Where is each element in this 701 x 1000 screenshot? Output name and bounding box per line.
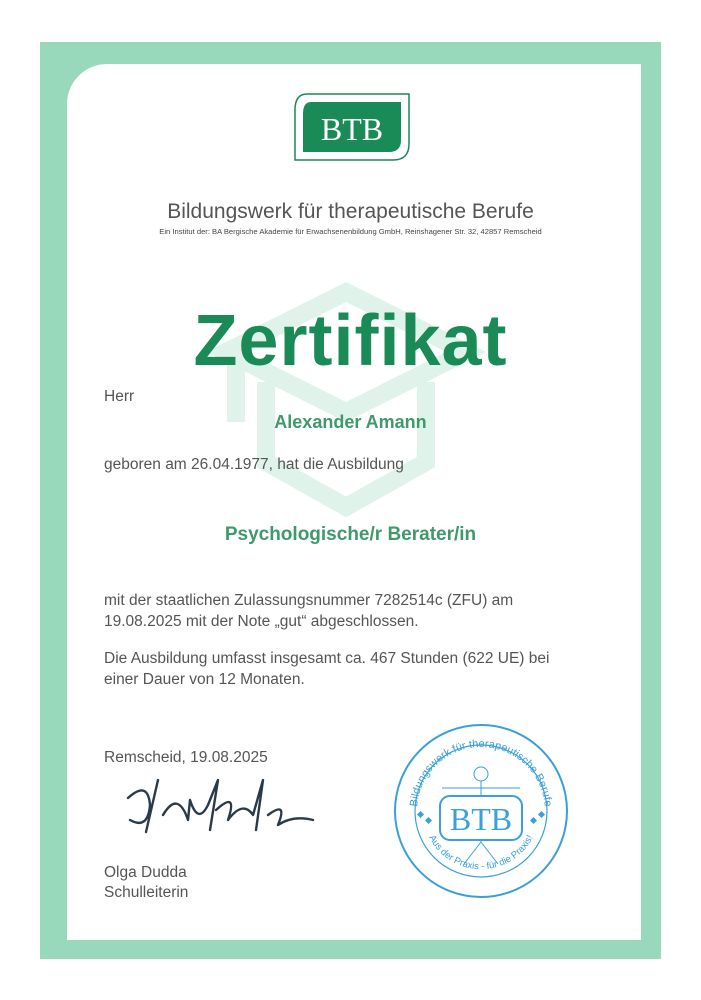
signature bbox=[118, 760, 318, 850]
btb-logo bbox=[293, 92, 411, 162]
logo-text: BTB bbox=[320, 111, 384, 147]
body-line-3: Die Ausbildung umfasst insgesamt ca. 467 Stunden (622 UE) bei bbox=[104, 650, 550, 667]
salutation: Herr bbox=[104, 388, 135, 405]
body-line-2: 19.08.2025 mit der Note „gut“ abgeschlossen. bbox=[104, 613, 419, 630]
body-line-1: mit der staatlichen Zulassungsnummer 7282514c (ZFU) am bbox=[104, 592, 514, 609]
signer-name: Olga Dudda bbox=[104, 864, 187, 881]
body-line-4: einer Dauer von 12 Monaten. bbox=[104, 671, 305, 688]
recipient-name: Alexander Amann bbox=[274, 412, 427, 432]
course-name: Psychologische/r Berater/in bbox=[224, 524, 477, 545]
place-date: Remscheid, 19.08.2025 bbox=[104, 749, 268, 766]
btb-stamp-seal bbox=[392, 722, 570, 900]
organization-subtitle: Ein Institut der: BA Bergische Akademie für Erwachsenenbildung GmbH, Reinshagener Str. 32, 42857 Remscheid bbox=[159, 227, 542, 236]
certificate-title: Zertifikat bbox=[193, 301, 508, 381]
seal-outer-text: Bildungswerk für therapeutische Berufe bbox=[408, 737, 554, 808]
seal-center-text: BTB bbox=[449, 801, 513, 837]
seal-bottom-text: Aus der Praxis - für die Praxis! bbox=[426, 833, 536, 873]
signer-role: Schulleiterin bbox=[104, 884, 189, 901]
birth-line: geboren am 26.04.1977, hat die Ausbildung bbox=[104, 456, 404, 473]
organization-title: Bildungswerk für therapeutische Berufe bbox=[167, 200, 534, 223]
